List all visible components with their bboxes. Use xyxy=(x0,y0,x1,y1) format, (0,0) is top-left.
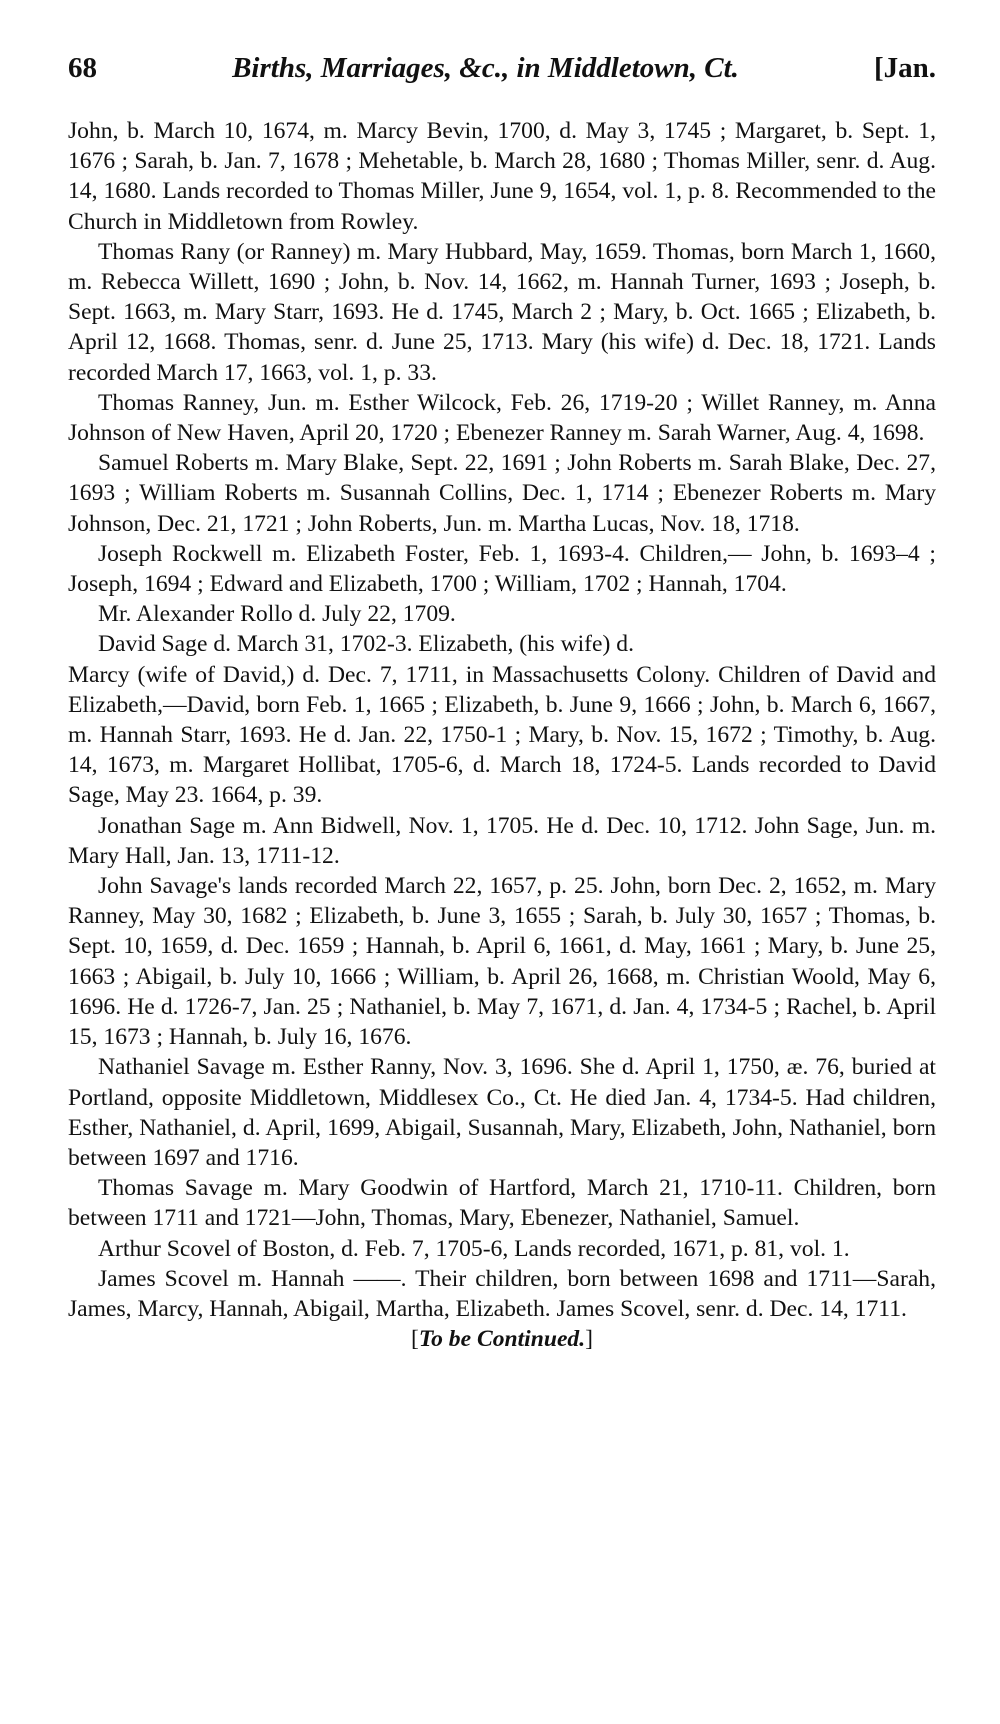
entry-paragraph: Arthur Scovel of Boston, d. Feb. 7, 1705-6, Lands recorded, 1671, p. 81, vol. 1. xyxy=(98,1235,850,1262)
page-title: Births, Marriages, &c., in Middletown, Ct. xyxy=(232,52,739,84)
entry-paragraph: Mr. Alexander Rollo d. July 22, 1709. xyxy=(98,601,456,628)
entry-paragraph: Thomas Ranney, Jun. m. Esther Wilcock, Feb. 26, 1719-20 ; Willet Ranney, m. Anna Johnson of New Haven, April 20, 1720 ; Ebenezer Ranney m. Sarah Warner, Aug. 4, 1698. xyxy=(68,389,936,447)
entry-paragraph: Thomas Rany (or Ranney) m. Mary Hubbard, May, 1659. Thomas, born March 1, 1660, m. Rebecca Willett, 1690 ; John, b. Nov. 14, 1662, m. Hannah Turner, 1693 ; Joseph, b. Sept. 1663, m. Mary Starr, 1693. He d. 1745, March 2 ; Mary, b. Oct. 1665 ; Elizabeth, b. April 12, 1668. Thomas, senr. d. June 25, 1713. Mary (his wife) d. Dec. 18, 1721. Lands recorded March 17, 1663, vol. 1, p. 33. xyxy=(68,238,936,386)
continued-note xyxy=(68,1324,936,1354)
entry-paragraph: Marcy (wife of David,) d. Dec. 7, 1711, in Massachusetts Colony. Children of David and Elizabeth,—David, born Feb. 1, 1665 ; Elizabeth, b. June 9, 1666 ; John, b. March 6, 1667, m. Hannah Starr, 1693. He d. Jan. 22, 1750-1 ; Mary, b. Nov. 15, 1672 ; Timothy, b. Aug. 14, 1673, m. Margaret Hollibat, 1705-6, d. March 18, 1724-5. Lands recorded to David Sage, May 23. 1664, p. 39. xyxy=(68,661,936,809)
running-head xyxy=(68,52,936,100)
entry-paragraph: Samuel Roberts m. Mary Blake, Sept. 22, 1691 ; John Roberts m. Sarah Blake, Dec. 27, 1693 ; William Roberts m. Susannah Collins, Dec. 1, 1714 ; Ebenezer Roberts m. Mary Johnson, Dec. 21, 1721 ; John Roberts, Jun. m. Martha Lucas, Nov. 18, 1718. xyxy=(68,450,936,537)
continued-text: To be Continued. xyxy=(418,1326,586,1353)
entry-paragraph: David Sage d. March 31, 1702-3. Elizabeth, (his wife) d. xyxy=(98,631,634,658)
entry-paragraph: Thomas Savage m. Mary Goodwin of Hartford, March 21, 1710-11. Children, born between 1711 and 1721—John, Thomas, Mary, Ebenezer, Nathaniel, Samuel. xyxy=(68,1175,936,1232)
record-entries xyxy=(68,116,936,1324)
entry-paragraph: James Scovel m. Hannah ——. Their children, born between 1698 and 1711—Sarah, James, Marcy, Hannah, Abigail, Martha, Elizabeth. James Scovel, senr. d. Dec. 14, 1711. xyxy=(68,1265,936,1322)
running-head-month: [Jan. xyxy=(873,52,936,84)
entry-paragraph: Jonathan Sage m. Ann Bidwell, Nov. 1, 1705. He d. Dec. 10, 1712. John Sage, Jun. m. Mary Hall, Jan. 13, 1711-12. xyxy=(68,812,936,869)
page xyxy=(68,52,936,1354)
page-number: 68 xyxy=(68,52,97,84)
entry-paragraph: Joseph Rockwell m. Elizabeth Foster, Feb. 1, 1693-4. Children,— John, b. 1693–4 ; Joseph, 1694 ; Edward and Elizabeth, 1700 ; William, 1702 ; Hannah, 1704. xyxy=(68,540,936,598)
entry-paragraph: John Savage's lands recorded March 22, 1657, p. 25. John, born Dec. 2, 1652, m. Mary Ranney, May 30, 1682 ; Elizabeth, b. June 3, 1655 ; Sarah, b. July 30, 1657 ; Thomas, b. Sept. 10, 1659, d. Dec. 1659 ; Hannah, b. April 6, 1661, d. May, 1661 ; Mary, b. June 25, 1663 ; Abigail, b. July 10, 1666 ; William, b. April 26, 1668, m. Christian Woold, May 6, 1696. He d. 1726-7, Jan. 25 ; Nathaniel, b. May 7, 1671, d. Jan. 4, 1734-5 ; Rachel, b. April 15, 1673 ; Hannah, b. July 16, 1676. xyxy=(68,873,936,1051)
close-bracket: ] xyxy=(585,1326,593,1353)
open-bracket: [ xyxy=(410,1326,419,1353)
entry-paragraph: Nathaniel Savage m. Esther Ranny, Nov. 3, 1696. She d. April 1, 1750, æ. 76, buried at Portland, opposite Middletown, Middlesex Co., Ct. He died Jan. 4, 1734-5. Had children, Esther, Nathaniel, d. April, 1699, Abigail, Susannah, Mary, Elizabeth, John, Nathaniel, born between 1697 and 1716. xyxy=(68,1054,936,1171)
entry-paragraph: John, b. March 10, 1674, m. Marcy Bevin, 1700, d. May 3, 1745 ; Margaret, b. Sept. 1, 1676 ; Sarah, b. Jan. 7, 1678 ; Mehetable, b. March 28, 1680 ; Thomas Miller, senr. d. Aug. 14, 1680. Lands recorded to Thomas Miller, June 9, 1654, vol. 1, p. 8. Recommended to the Church in Middletown from Rowley. xyxy=(68,118,936,235)
